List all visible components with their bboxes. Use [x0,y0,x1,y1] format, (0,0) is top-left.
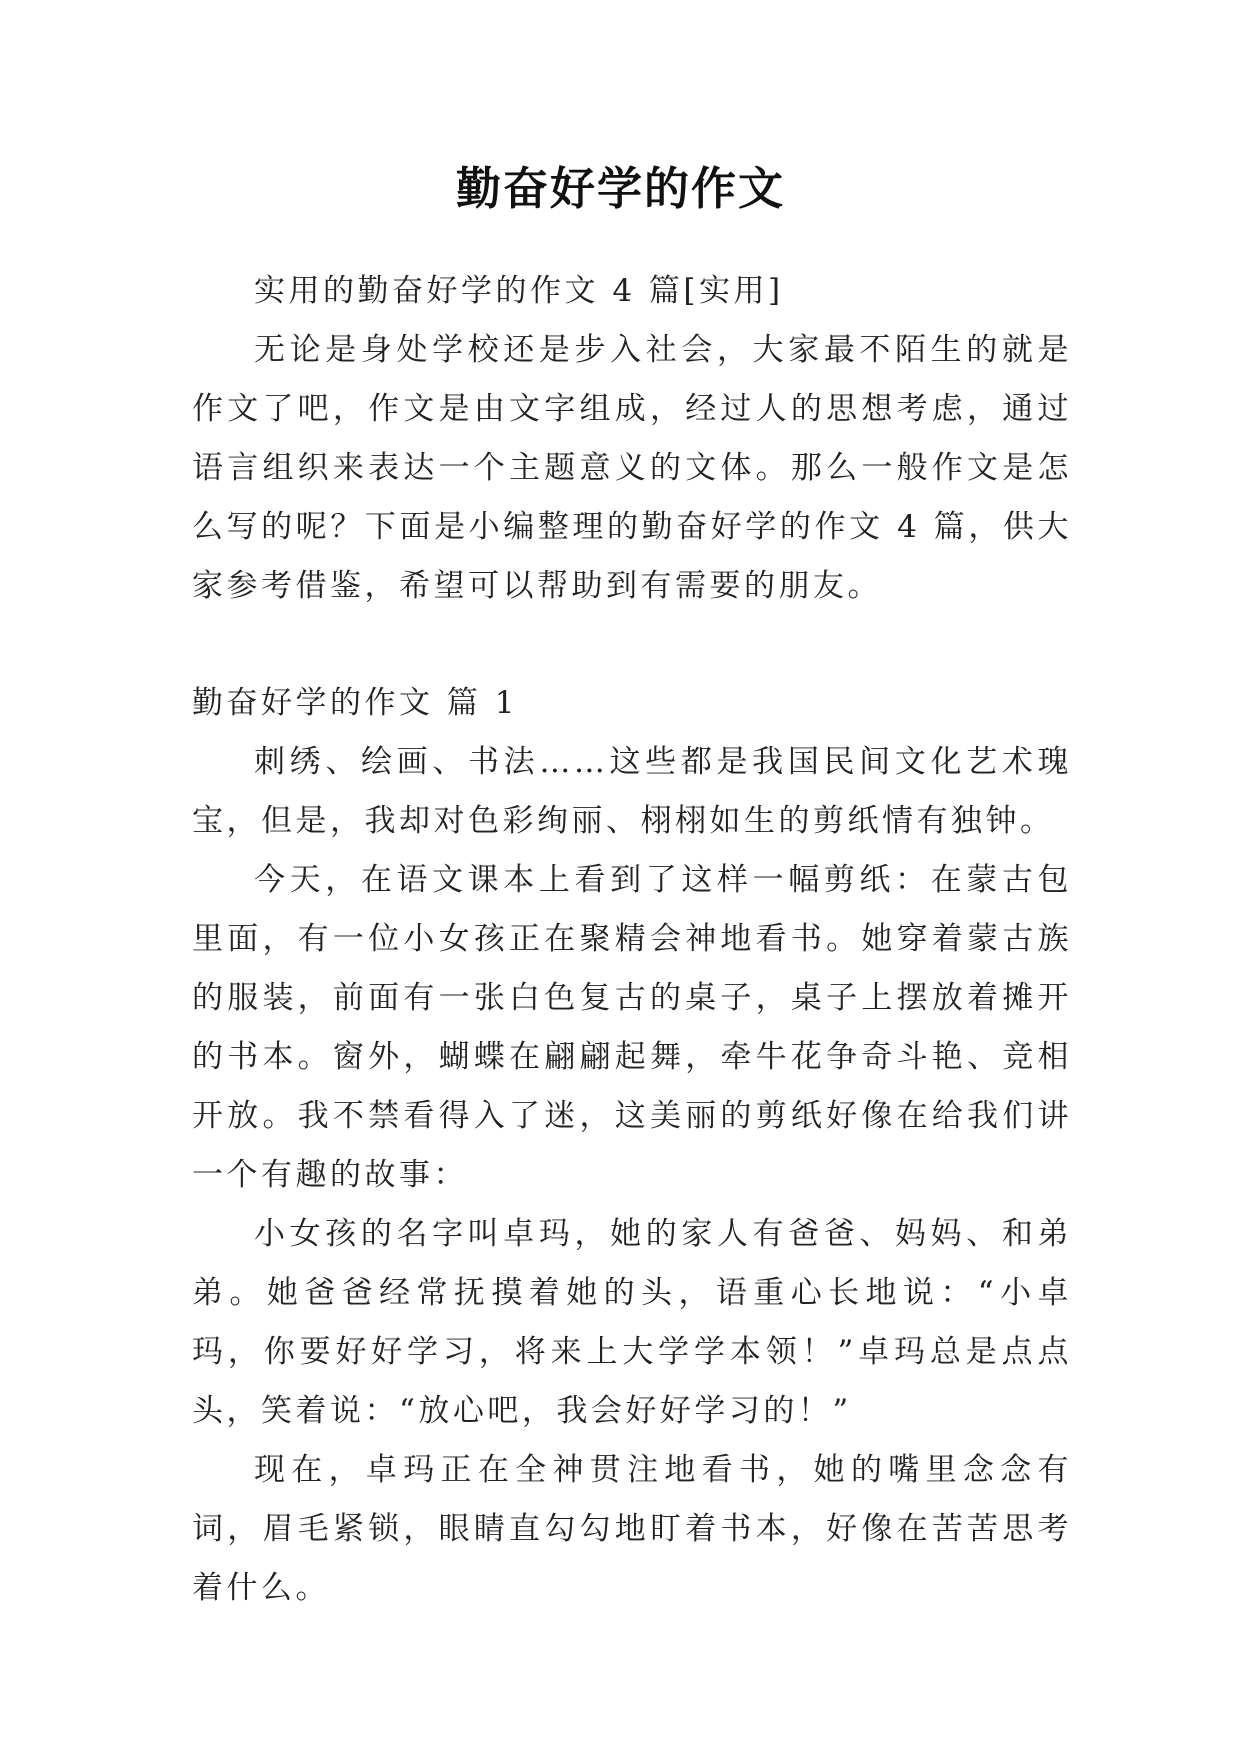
body-paragraph: 刺绣、绘画、书法……这些都是我国民间文化艺术瑰宝，但是，我却对色彩绚丽、栩栩如生的剪纸情有独钟。 [192,744,1072,839]
document-body [192,262,1072,1618]
intro-paragraph: 无论是身处学校还是步入社会，大家最不陌生的就是作文了吧，作文是由文字组成，经过人的思想考虑，通过语言组织来表达一个主题意义的文体。那么一般作文是怎么写的呢？下面是小编整理的勤奋好学的作文 4 篇，供大家参考借鉴，希望可以帮助到有需要的朋友。 [192,332,1072,604]
body-paragraph: 小女孩的名字叫卓玛，她的家人有爸爸、妈妈、和弟弟。她爸爸经常抚摸着她的头，语重心长地说：“小卓玛，你要好好学习，将来上大学学本领！”卓玛总是点点头，笑着说：“放心吧，我会好好学习的！” [192,1216,1072,1429]
section-heading: 勤奋好学的作文 篇 1 [192,685,518,721]
body-paragraph: 现在，卓玛正在全神贯注地看书，她的嘴里念念有词，眉毛紧锁，眼睛直勾勾地盯着书本，好像在苦苦思考着什么。 [192,1452,1072,1606]
body-paragraph: 今天，在语文课本上看到了这样一幅剪纸：在蒙古包里面，有一位小女孩正在聚精会神地看书。她穿着蒙古族的服装，前面有一张白色复古的桌子，桌子上摆放着摊开的书本。窗外，蝴蝶在翩翩起舞，牵牛花争奇斗艳、竞相开放。我不禁看得入了迷，这美丽的剪纸好像在给我们讲一个有趣的故事： [192,862,1072,1193]
document-title: 勤奋好学的作文 [455,162,785,215]
subtitle-line: 实用的勤奋好学的作文 4 篇[实用] [254,273,784,309]
